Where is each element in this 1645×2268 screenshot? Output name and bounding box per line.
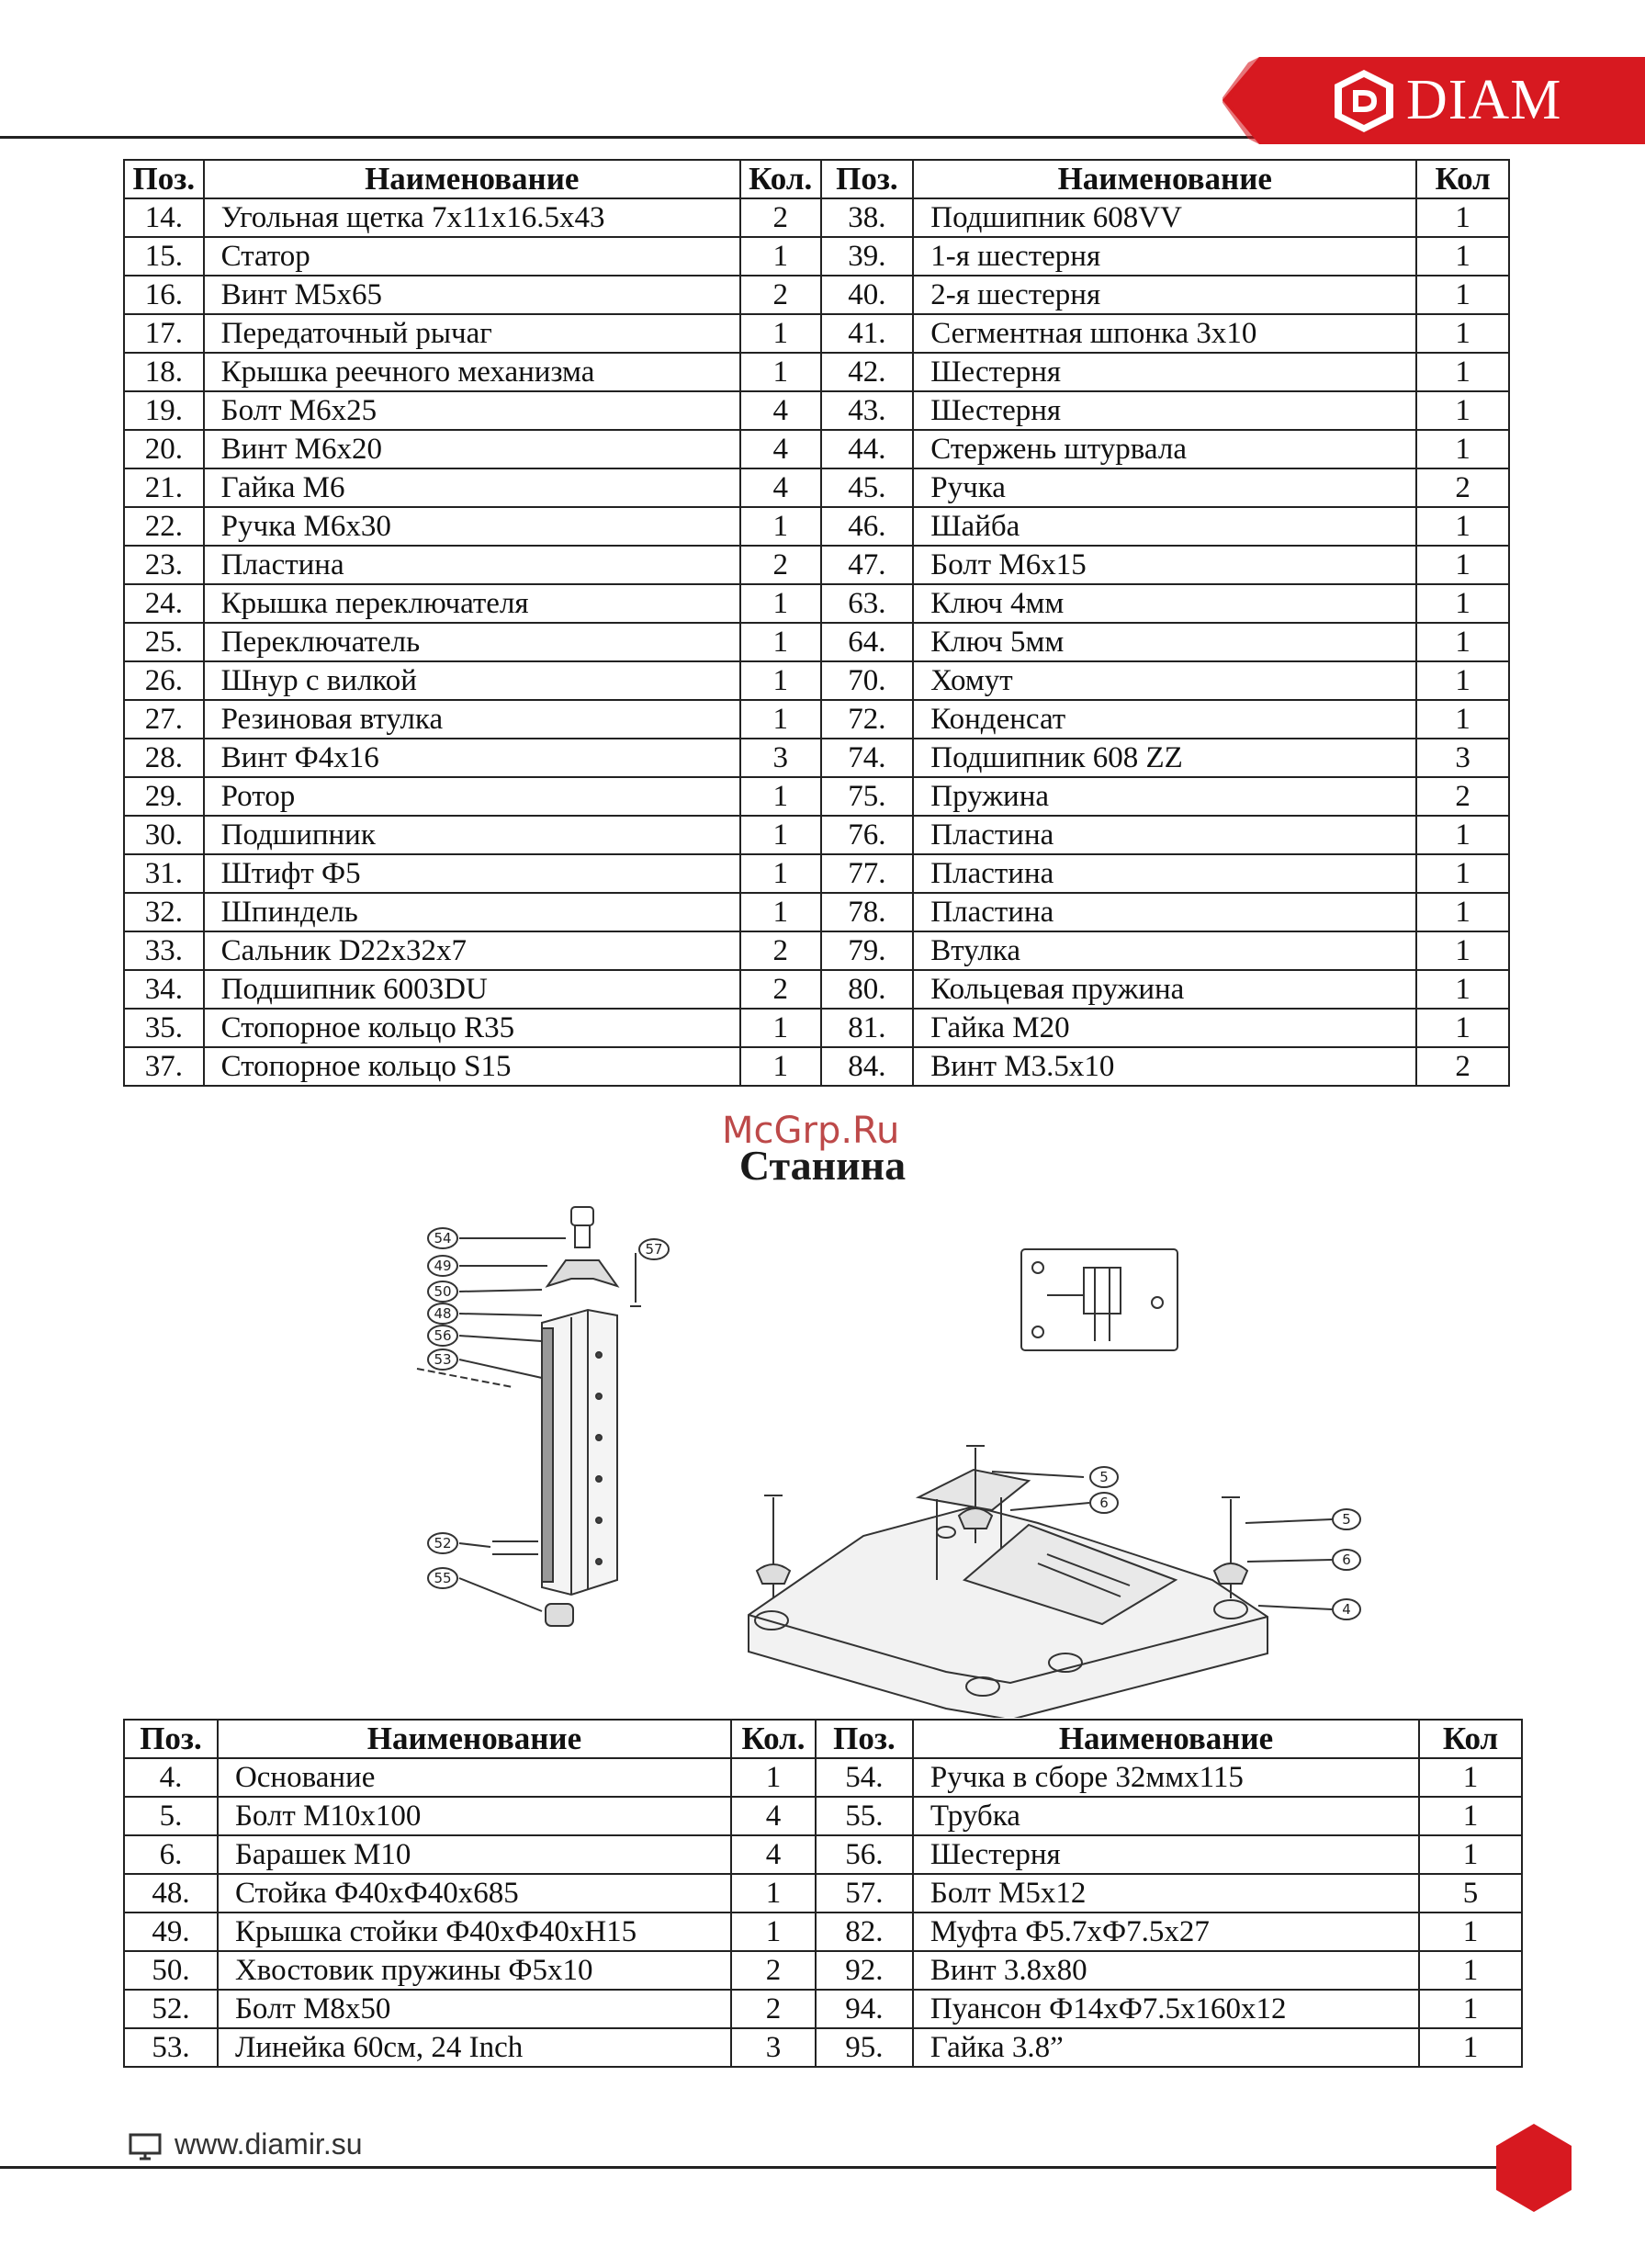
cell-qty: 1: [1419, 1835, 1522, 1874]
cell-pos: 29.: [124, 777, 204, 816]
cell-pos: 37.: [124, 1047, 204, 1086]
cell-name: Конденсат: [913, 700, 1416, 739]
cell-pos: 76.: [821, 816, 914, 854]
table-row: [124, 584, 1509, 623]
website-link[interactable]: www.diamir.su: [175, 2127, 363, 2161]
cell-pos: 28.: [124, 739, 204, 777]
cell-name: Пуансон Ф14хФ7.5х160х12: [913, 1990, 1419, 2028]
cell-qty: 1: [740, 700, 821, 739]
handle-stem-shape: [575, 1225, 590, 1247]
cell-name: Болт М8х50: [218, 1990, 731, 2028]
table-row: [124, 1913, 1522, 1951]
cell-qty: 1: [740, 507, 821, 546]
cell-name: Болт М10х100: [218, 1797, 731, 1835]
table-row: [124, 430, 1509, 468]
wing-nut-right-shape: [1214, 1563, 1247, 1584]
table-row: [124, 661, 1509, 700]
table-row: [124, 700, 1509, 739]
cell-qty: 1: [1419, 1913, 1522, 1951]
cell-name: Ключ 4мм: [913, 584, 1416, 623]
callout-50: [428, 1281, 457, 1302]
cell-qty: 1: [731, 1913, 816, 1951]
table-row: [124, 623, 1509, 661]
col-header-name: Наименование: [913, 1720, 1419, 1758]
section-title: Станина: [738, 1142, 907, 1189]
cell-pos: 41.: [821, 314, 914, 353]
wing-nut-left-shape: [757, 1564, 790, 1584]
callout-6: [1333, 1550, 1360, 1570]
cell-name: Подшипник: [204, 816, 740, 854]
exploded-diagram: [404, 1194, 1543, 1718]
cell-qty: 1: [1416, 507, 1509, 546]
cell-pos: 50.: [124, 1951, 218, 1990]
table-row: [124, 1009, 1509, 1047]
col-header-pos: Поз.: [816, 1720, 913, 1758]
col-header-qty: Кол.: [731, 1720, 816, 1758]
cell-pos: 64.: [821, 623, 914, 661]
cell-qty: 1: [731, 1758, 816, 1797]
cell-name: Пружина: [913, 777, 1416, 816]
cell-qty: 1: [1416, 584, 1509, 623]
col-header-pos: Поз.: [821, 160, 914, 198]
cell-name: Сегментная шпонка 3х10: [913, 314, 1416, 353]
cell-qty: 1: [1416, 854, 1509, 893]
cell-qty: 1: [1419, 1758, 1522, 1797]
cell-name: Переключатель: [204, 623, 740, 661]
cell-pos: 44.: [821, 430, 914, 468]
cell-name: Пластина: [204, 546, 740, 584]
cell-qty: 1: [740, 777, 821, 816]
cell-pos: 35.: [124, 1009, 204, 1047]
callout-57: [639, 1239, 669, 1259]
col-header-name: Наименование: [913, 160, 1416, 198]
table-header-row: [124, 1720, 1522, 1758]
cell-qty: 3: [740, 739, 821, 777]
callout-49: [428, 1256, 457, 1276]
cell-pos: 81.: [821, 1009, 914, 1047]
parts-table-top: [123, 159, 1510, 1087]
cell-name: Ручка в сборе 32ммх115: [913, 1758, 1419, 1797]
table-row: [124, 314, 1509, 353]
cell-qty: 1: [1416, 661, 1509, 700]
cell-pos: 53.: [124, 2028, 218, 2067]
cell-qty: 1: [740, 584, 821, 623]
col-header-qty: Кол.: [740, 160, 821, 198]
cell-qty: 3: [1416, 739, 1509, 777]
ruler-shape: [542, 1328, 553, 1582]
cell-pos: 23.: [124, 546, 204, 584]
cell-name: Пластина: [913, 893, 1416, 931]
table-row: [124, 893, 1509, 931]
table-row: [124, 739, 1509, 777]
cell-qty: 1: [1419, 2028, 1522, 2067]
cell-pos: 32.: [124, 893, 204, 931]
cell-name: Подшипник 6003DU: [204, 970, 740, 1009]
cell-pos: 75.: [821, 777, 914, 816]
cell-qty: 2: [740, 198, 821, 237]
cell-qty: 1: [1416, 391, 1509, 430]
cell-pos: 20.: [124, 430, 204, 468]
cell-pos: 48.: [124, 1874, 218, 1913]
cell-name: Барашек М10: [218, 1835, 731, 1874]
cell-qty: 1: [740, 314, 821, 353]
table-row: [124, 468, 1509, 507]
callout-54: [428, 1228, 457, 1248]
svg-text:5: 5: [1099, 1469, 1109, 1485]
svg-text:54: 54: [434, 1230, 452, 1247]
cell-pos: 57.: [816, 1874, 913, 1913]
cell-name: Угольная щетка 7x11x16.5x43: [204, 198, 740, 237]
callout-4: [1333, 1599, 1360, 1619]
svg-text:4: 4: [1342, 1601, 1351, 1618]
cell-name: Стопорное кольцо S15: [204, 1047, 740, 1086]
cell-qty: 1: [740, 623, 821, 661]
parts-table-bottom: [123, 1719, 1523, 2068]
table-row: [124, 276, 1509, 314]
cell-qty: 2: [740, 276, 821, 314]
cell-qty: 1: [1416, 931, 1509, 970]
table-row: [124, 546, 1509, 584]
handle-knob-shape: [571, 1207, 593, 1225]
table-row: [124, 1874, 1522, 1913]
cell-name: Хомут: [913, 661, 1416, 700]
cell-qty: 1: [1416, 700, 1509, 739]
cell-name: Крышка стойки Ф40хФ40хН15: [218, 1913, 731, 1951]
cell-name: Втулка: [913, 931, 1416, 970]
cell-qty: 1: [740, 661, 821, 700]
cell-pos: 24.: [124, 584, 204, 623]
cell-qty: 1: [731, 1874, 816, 1913]
table-row: [124, 1758, 1522, 1797]
cell-pos: 45.: [821, 468, 914, 507]
cell-qty: 1: [740, 237, 821, 276]
table-row: [124, 854, 1509, 893]
cell-name: Стопорное кольцо R35: [204, 1009, 740, 1047]
cell-pos: 49.: [124, 1913, 218, 1951]
cell-pos: 52.: [124, 1990, 218, 2028]
svg-text:6: 6: [1099, 1495, 1109, 1511]
cell-name: Статор: [204, 237, 740, 276]
cell-pos: 26.: [124, 661, 204, 700]
table-row: [124, 507, 1509, 546]
footer-rule: [0, 2166, 1543, 2169]
cell-name: Болт М5х12: [913, 1874, 1419, 1913]
cell-name: Передаточный рычаг: [204, 314, 740, 353]
cell-qty: 1: [1416, 198, 1509, 237]
cell-qty: 1: [740, 816, 821, 854]
col-header-pos: Поз.: [124, 1720, 218, 1758]
cell-name: Пластина: [913, 816, 1416, 854]
cell-name: 2-я шестерня: [913, 276, 1416, 314]
cell-pos: 77.: [821, 854, 914, 893]
cell-pos: 17.: [124, 314, 204, 353]
cell-qty: 1: [1419, 1951, 1522, 1990]
cell-name: Трубка: [913, 1797, 1419, 1835]
cell-pos: 74.: [821, 739, 914, 777]
cell-pos: 31.: [124, 854, 204, 893]
svg-text:56: 56: [434, 1327, 452, 1344]
cell-name: Ротор: [204, 777, 740, 816]
cell-qty: 1: [1416, 237, 1509, 276]
svg-text:48: 48: [434, 1305, 452, 1322]
cell-pos: 79.: [821, 931, 914, 970]
cell-pos: 56.: [816, 1835, 913, 1874]
cell-pos: 6.: [124, 1835, 218, 1874]
cell-name: Линейка 60см, 24 Inch: [218, 2028, 731, 2067]
table-row: [124, 1951, 1522, 1990]
cell-name: Шпиндель: [204, 893, 740, 931]
cell-qty: 2: [731, 1990, 816, 2028]
cell-pos: 38.: [821, 198, 914, 237]
cell-pos: 5.: [124, 1797, 218, 1835]
cell-name: Подшипник 608VV: [913, 198, 1416, 237]
cell-name: Подшипник 608 ZZ: [913, 739, 1416, 777]
cell-pos: 25.: [124, 623, 204, 661]
bolt-57-shape: [630, 1269, 641, 1306]
callout-53: [428, 1349, 457, 1370]
cell-pos: 19.: [124, 391, 204, 430]
cell-qty: 2: [740, 546, 821, 584]
cell-pos: 95.: [816, 2028, 913, 2067]
tube-55-shape: [546, 1604, 573, 1626]
cell-name: Шестерня: [913, 391, 1416, 430]
cell-name: Хвостовик пружины Ф5х10: [218, 1951, 731, 1990]
cell-pos: 4.: [124, 1758, 218, 1797]
cell-pos: 14.: [124, 198, 204, 237]
cell-pos: 46.: [821, 507, 914, 546]
callout-48: [428, 1303, 457, 1324]
cell-qty: 1: [1416, 970, 1509, 1009]
cell-name: Гайка М6: [204, 468, 740, 507]
cell-name: Основание: [218, 1758, 731, 1797]
cell-pos: 92.: [816, 1951, 913, 1990]
cell-pos: 15.: [124, 237, 204, 276]
callout-5: [1333, 1509, 1360, 1529]
cell-name: Резиновая втулка: [204, 700, 740, 739]
table-row: [124, 391, 1509, 430]
cell-name: Штифт Ф5: [204, 854, 740, 893]
callout-6: [1090, 1493, 1118, 1513]
cell-name: Ручка М6х30: [204, 507, 740, 546]
cell-qty: 2: [731, 1951, 816, 1990]
cell-qty: 2: [1416, 1047, 1509, 1086]
col-header-qty: Кол: [1416, 160, 1509, 198]
cell-pos: 78.: [821, 893, 914, 931]
svg-text:52: 52: [434, 1535, 452, 1551]
cell-pos: 70.: [821, 661, 914, 700]
cell-qty: 1: [1419, 1797, 1522, 1835]
table-header-row: [124, 160, 1509, 198]
col-header-qty: Кол: [1419, 1720, 1522, 1758]
table-row: [124, 1047, 1509, 1086]
cell-pos: 43.: [821, 391, 914, 430]
cell-pos: 34.: [124, 970, 204, 1009]
cell-qty: 1: [1416, 623, 1509, 661]
table-body: [124, 198, 1509, 1086]
cell-name: Ключ 5мм: [913, 623, 1416, 661]
cell-qty: 1: [1416, 353, 1509, 391]
cell-qty: 1: [740, 854, 821, 893]
table-row: [124, 970, 1509, 1009]
cell-name: Гайка М20: [913, 1009, 1416, 1047]
detail-inset: [1021, 1249, 1177, 1350]
cell-qty: 1: [740, 893, 821, 931]
svg-text:49: 49: [434, 1258, 452, 1274]
table-row: [124, 816, 1509, 854]
cell-qty: 1: [1416, 816, 1509, 854]
cell-qty: 1: [1416, 276, 1509, 314]
cell-qty: 2: [1416, 468, 1509, 507]
cell-qty: 1: [740, 1009, 821, 1047]
svg-text:55: 55: [434, 1570, 452, 1586]
cell-name: Стойка Ф40хФ40х685: [218, 1874, 731, 1913]
watermark: McGrp.Ru: [722, 1110, 900, 1152]
cell-name: Сальник D22x32x7: [204, 931, 740, 970]
cell-name: Болт М6х25: [204, 391, 740, 430]
cell-qty: 1: [1416, 430, 1509, 468]
cell-pos: 72.: [821, 700, 914, 739]
cell-pos: 94.: [816, 1990, 913, 2028]
svg-text:53: 53: [434, 1351, 452, 1368]
cell-name: Кольцевая пружина: [913, 970, 1416, 1009]
svg-text:50: 50: [434, 1283, 452, 1300]
cell-name: Крышка реечного механизма: [204, 353, 740, 391]
cell-qty: 3: [731, 2028, 816, 2067]
monitor-icon: [129, 2133, 162, 2161]
table-row: [124, 1990, 1522, 2028]
cell-pos: 47.: [821, 546, 914, 584]
cell-name: Крышка переключателя: [204, 584, 740, 623]
column-cap-shape: [547, 1260, 617, 1286]
cell-pos: 84.: [821, 1047, 914, 1086]
cell-name: Винт М3.5х10: [913, 1047, 1416, 1086]
col-header-name: Наименование: [218, 1720, 731, 1758]
cell-pos: 22.: [124, 507, 204, 546]
cell-qty: 4: [731, 1797, 816, 1835]
cell-name: Шестерня: [913, 353, 1416, 391]
svg-text:6: 6: [1342, 1551, 1351, 1568]
cell-qty: 4: [740, 468, 821, 507]
cell-name: Ручка: [913, 468, 1416, 507]
cell-name: Шнур с вилкой: [204, 661, 740, 700]
cell-qty: 4: [740, 391, 821, 430]
callout-5: [1090, 1467, 1118, 1487]
cell-qty: 1: [1419, 1990, 1522, 2028]
cell-name: Муфта Ф5.7хФ7.5х27: [913, 1913, 1419, 1951]
table-row: [124, 1835, 1522, 1874]
callout-56: [428, 1326, 457, 1346]
cell-name: 1-я шестерня: [913, 237, 1416, 276]
col-header-pos: Поз.: [124, 160, 204, 198]
cell-pos: 82.: [816, 1913, 913, 1951]
cell-name: Гайка 3.8”: [913, 2028, 1419, 2067]
cell-pos: 16.: [124, 276, 204, 314]
cell-pos: 63.: [821, 584, 914, 623]
cell-qty: 1: [1416, 314, 1509, 353]
table-row: [124, 2028, 1522, 2067]
cell-pos: 21.: [124, 468, 204, 507]
cell-qty: 4: [731, 1835, 816, 1874]
table-body: [124, 1758, 1522, 2067]
cell-name: Шайба: [913, 507, 1416, 546]
header-rule: [0, 136, 1281, 139]
cell-name: Винт М5х65: [204, 276, 740, 314]
svg-text:57: 57: [645, 1241, 663, 1258]
table-row: [124, 777, 1509, 816]
table-row: [124, 1797, 1522, 1835]
cell-qty: 2: [740, 931, 821, 970]
cell-pos: 33.: [124, 931, 204, 970]
cell-name: Пластина: [913, 854, 1416, 893]
cell-pos: 30.: [124, 816, 204, 854]
cell-name: Болт М6х15: [913, 546, 1416, 584]
cell-qty: 1: [1416, 893, 1509, 931]
callout-55: [428, 1568, 457, 1588]
cell-qty: 2: [740, 970, 821, 1009]
wing-nut-center-shape: [959, 1508, 992, 1529]
cell-pos: 40.: [821, 276, 914, 314]
brand-logo: [1222, 57, 1645, 144]
svg-text:5: 5: [1342, 1511, 1351, 1528]
bolt-52-shape: [492, 1541, 538, 1554]
cell-pos: 39.: [821, 237, 914, 276]
base-shape: [749, 1470, 1268, 1718]
table-row: [124, 353, 1509, 391]
cell-qty: 5: [1419, 1874, 1522, 1913]
cell-qty: 1: [1416, 546, 1509, 584]
cell-name: Стержень штурвала: [913, 430, 1416, 468]
cell-name: Винт М6х20: [204, 430, 740, 468]
cell-pos: 54.: [816, 1758, 913, 1797]
cell-qty: 4: [740, 430, 821, 468]
cell-pos: 18.: [124, 353, 204, 391]
cell-name: Винт 3.8х80: [913, 1951, 1419, 1990]
cell-pos: 55.: [816, 1797, 913, 1835]
cell-name: Винт Ф4х16: [204, 739, 740, 777]
cell-pos: 27.: [124, 700, 204, 739]
cell-qty: 1: [1416, 1009, 1509, 1047]
table-row: [124, 198, 1509, 237]
callout-52: [428, 1533, 457, 1553]
table-row: [124, 237, 1509, 276]
cell-qty: 1: [740, 1047, 821, 1086]
cell-qty: 2: [1416, 777, 1509, 816]
cell-pos: 80.: [821, 970, 914, 1009]
col-header-name: Наименование: [204, 160, 740, 198]
cell-pos: 42.: [821, 353, 914, 391]
hexagon-icon: [1493, 2122, 1575, 2214]
brand-name: DIAM: [1406, 69, 1562, 131]
cell-qty: 1: [740, 353, 821, 391]
table-row: [124, 931, 1509, 970]
cell-name: Шестерня: [913, 1835, 1419, 1874]
